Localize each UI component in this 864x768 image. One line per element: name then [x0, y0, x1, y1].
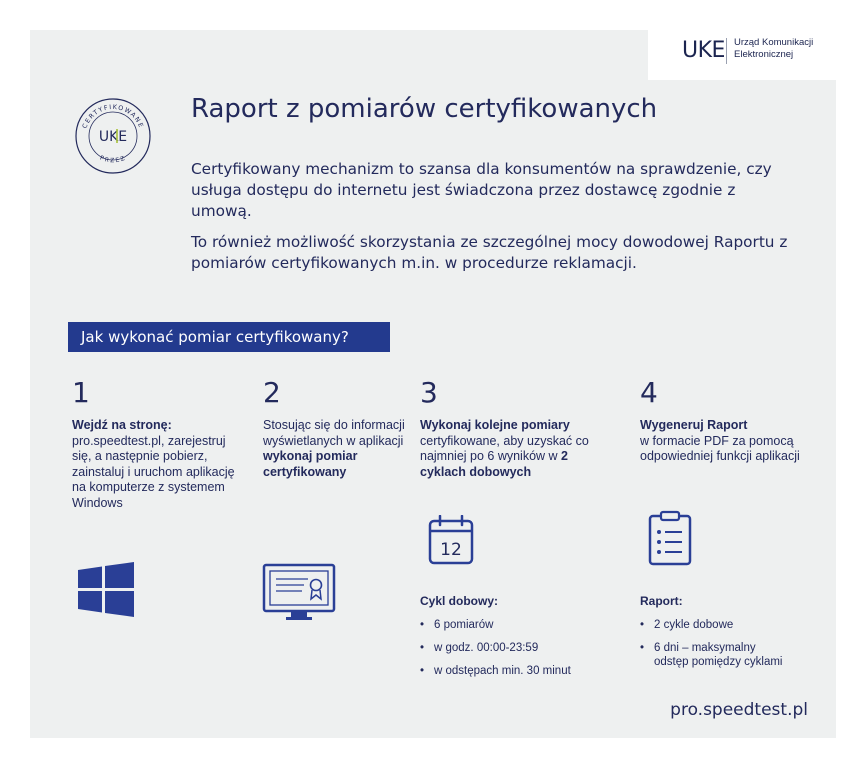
calendar-day: 12	[440, 540, 462, 560]
list-item: • 6 dni – maksymalny odstęp pomiędzy cyklami	[640, 641, 788, 669]
report-list	[640, 618, 788, 669]
step-2-number: 2	[263, 376, 281, 409]
intro-text	[191, 159, 791, 284]
uke-logo	[648, 28, 836, 80]
seal-center-text: UKE	[98, 129, 128, 145]
step-1-text	[72, 418, 247, 511]
certified-seal-icon	[74, 97, 152, 175]
step-3-bold-2: 2 cyklach dobowych	[420, 449, 568, 479]
seal-ring-bottom: PRZEZ	[98, 154, 128, 165]
intro-paragraph-1: Certyfikowany mechanizm to szansa dla konsumentów na sprawdzenie, czy usługa dostępu do internetu jest świadczona przez dostawcę zgodnie z umową.	[191, 160, 772, 220]
footer-url: pro.speedtest.pl	[670, 700, 808, 720]
page-title: Raport z pomiarów certyfikowanych	[191, 94, 658, 124]
monitor-certificate-icon	[262, 563, 336, 623]
logo-name-line2: Elektronicznej	[734, 49, 794, 60]
step-3-body: certyfikowane, aby uzyskać co najmniej po 6 wyników w	[420, 433, 589, 463]
step-4-text	[640, 418, 815, 465]
list-item: • 2 cykle dobowe	[640, 618, 788, 632]
logo-divider	[726, 38, 727, 64]
section-banner: Jak wykonać pomiar certyfikowany?	[68, 322, 390, 352]
report-info	[640, 594, 788, 678]
step-2	[263, 378, 408, 480]
list-item: • w godz. 00:00-23:59	[420, 641, 610, 655]
step-2-text	[263, 418, 408, 480]
uke-logo-letters: UKE	[682, 38, 725, 63]
cycle-list	[420, 618, 610, 678]
step-4	[640, 378, 815, 465]
step-3-number: 3	[420, 376, 438, 409]
step-3	[420, 378, 595, 480]
calendar-icon	[428, 515, 474, 565]
step-2-body: Stosując się do informacji wyświetlanych w aplikacji	[263, 418, 405, 448]
step-2-bold: wykonaj pomiar certyfikowany	[263, 449, 358, 479]
step-1-body: pro.speedtest.pl, zarejestruj się, a następnie pobierz, zainstaluj i uruchom aplikację na komputerze z systemem Windows	[72, 433, 235, 510]
step-1-bold: Wejdź na stronę:	[72, 418, 172, 432]
list-item: • 6 pomiarów	[420, 618, 610, 632]
step-3-bold: Wykonaj kolejne pomiary	[420, 418, 570, 432]
step-4-body: w formacie PDF za pomocą odpowiedniej funkcji aplikacji	[640, 433, 800, 463]
seal-ring-top: CERTYFIKOWANE	[81, 103, 145, 130]
step-4-bold: Wygeneruj Raport	[640, 418, 748, 432]
step-1	[72, 378, 247, 511]
uke-logo-name	[734, 37, 813, 61]
clipboard-checklist-icon	[648, 510, 692, 566]
list-item: • w odstępach min. 30 minut	[420, 664, 610, 678]
cycle-header: Cykl dobowy:	[420, 594, 499, 608]
step-1-number: 1	[72, 376, 90, 409]
svg-text:PRZEZ	[99, 155, 128, 165]
intro-paragraph-2: To również możliwość skorzystania ze szczególnej mocy dowodowej Raportu z pomiarów certyfikowanych m.in. w procedurze reklamacji.	[191, 233, 788, 272]
report-header: Raport:	[640, 594, 683, 608]
step-4-number: 4	[640, 376, 658, 409]
windows-icon	[78, 562, 134, 618]
cycle-info	[420, 594, 610, 687]
step-3-text	[420, 418, 595, 480]
logo-name-line1: Urząd Komunikacji	[734, 37, 814, 48]
